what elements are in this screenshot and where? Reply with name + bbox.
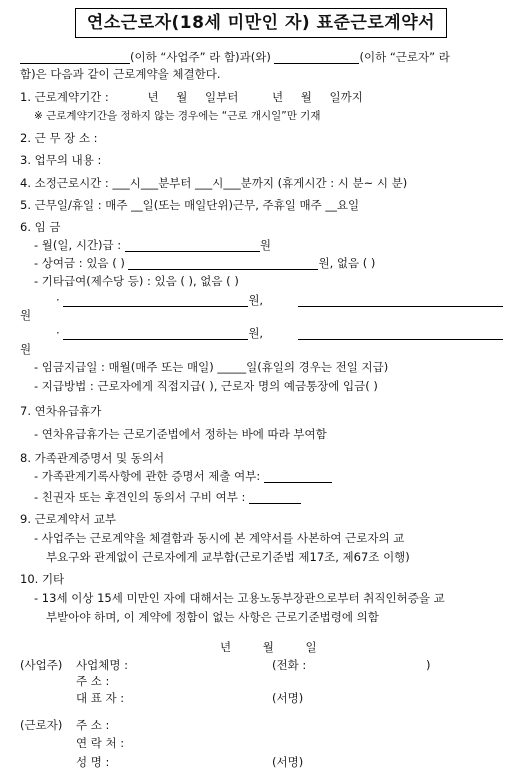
other-pay-won-1: 원 bbox=[20, 308, 32, 322]
others-text-a: - 13세 이상 15세 미만인 자에 대해서는 고용노동부장관으로부터 취직인허증을 교 bbox=[34, 591, 445, 605]
other-pay-row-1: · 원, bbox=[56, 293, 264, 307]
section-contract-period: 1. 근로계약기간 : 년 월 일부터 년 월 일까지 bbox=[20, 90, 363, 104]
section-annual-leave: 7. 연차유급휴가 bbox=[20, 404, 102, 418]
worker-name: 성 명 : bbox=[76, 755, 110, 769]
section-workdays-holidays: 5. 근무일/휴일 : 매주 __일(또는 매일단위)근무, 주휴일 매주 __요일 bbox=[20, 198, 360, 212]
intro-line-1 bbox=[20, 50, 450, 64]
section-working-hours: 4. 소정근로시간 : ___시___분부터 ___시___분까지 (휴게시간 : 시 분~ 시 분) bbox=[20, 176, 408, 190]
family-cert-blank[interactable] bbox=[264, 470, 332, 483]
other-pay-item-3-blank[interactable] bbox=[63, 327, 248, 340]
contract-period-note: ※ 근로계약기간을 정하지 않는 경우에는 “근로 개시일”만 기재 bbox=[34, 110, 321, 122]
bonus-amount-blank[interactable] bbox=[128, 257, 318, 270]
other-pay-item-4-blank[interactable] bbox=[298, 327, 503, 340]
section-contract-delivery: 9. 근로계약서 교부 bbox=[20, 512, 117, 526]
wage-paydate-row: - 임금지급일 : 매월(매주 또는 매일) _____일(휴일의 경우는 전일 지급) bbox=[34, 360, 389, 374]
annual-leave-text: - 연차유급휴가는 근로기준법에서 정하는 바에 따라 부여함 bbox=[34, 427, 327, 441]
employer-name-blank[interactable] bbox=[20, 51, 130, 64]
others-text-b: 부받아야 하며, 이 계약에 정함이 없는 사항은 근로기준법령에 의함 bbox=[46, 610, 379, 624]
section-job-description: 3. 업무의 내용 : bbox=[20, 153, 102, 167]
other-pay-item-2-blank[interactable] bbox=[298, 294, 503, 307]
section-family-consent: 8. 가족관계증명서 및 동의서 bbox=[20, 451, 165, 465]
contract-date: 년 월 일 bbox=[220, 640, 317, 654]
employer-phone: (전화 : bbox=[272, 658, 307, 672]
intro-text-b: (이하 “근로자” 라 bbox=[359, 50, 450, 64]
worker-contact: 연 락 처 : bbox=[76, 736, 125, 750]
guardian-consent-row: - 친권자 또는 후견인의 동의서 구비 여부 : bbox=[34, 490, 301, 504]
wage-bonus-row: - 상여금 : 있음 ( ) 원, 없음 ( ) bbox=[34, 256, 376, 270]
monthly-wage-blank[interactable] bbox=[125, 239, 260, 252]
worker-address: 주 소 : bbox=[76, 718, 110, 732]
other-pay-row-2b bbox=[298, 326, 503, 340]
other-pay-row-2: · 원, bbox=[56, 326, 264, 340]
employer-address: 주 소 : bbox=[76, 674, 110, 688]
other-pay-row-1b bbox=[298, 293, 503, 307]
employer-signature: (서명) bbox=[272, 691, 304, 705]
wage-monthly-row: - 월(일, 시간)급 : 원 bbox=[34, 238, 271, 252]
worker-label: (근로자) bbox=[20, 718, 63, 732]
guardian-consent-blank[interactable] bbox=[249, 491, 301, 504]
worker-name-blank[interactable] bbox=[274, 51, 359, 64]
worker-signature: (서명) bbox=[272, 755, 304, 769]
delivery-text-a: - 사업주는 근로계약을 체결함과 동시에 본 계약서를 사본하여 근로자의 교 bbox=[34, 531, 405, 545]
wage-paymethod-row: - 지급방법 : 근로자에게 직접지급( ), 근로자 명의 예금통장에 입금( ) bbox=[34, 379, 378, 393]
intro-text-a: (이하 “사업주” 라 함)과(와) bbox=[130, 50, 271, 64]
wage-other-row: - 기타급여(제수당 등) : 있음 ( ), 없음 ( ) bbox=[34, 274, 239, 288]
employer-label: (사업주) bbox=[20, 658, 63, 672]
section-workplace: 2. 근 무 장 소 : bbox=[20, 131, 98, 145]
intro-line-2: 함)은 다음과 같이 근로계약을 체결한다. bbox=[20, 67, 221, 81]
section-others: 10. 기타 bbox=[20, 572, 65, 586]
document-title: 연소근로자(18세 미만인 자) 표준근로계약서 bbox=[75, 8, 447, 38]
employer-representative: 대 표 자 : bbox=[76, 691, 125, 705]
other-pay-won-2: 원 bbox=[20, 342, 32, 356]
employer-phone-close: ) bbox=[426, 658, 431, 672]
other-pay-item-1-blank[interactable] bbox=[63, 294, 248, 307]
section-wages-label: 6. 임 금 bbox=[20, 220, 61, 234]
family-cert-row: - 가족관계기록사항에 관한 증명서 제출 여부: bbox=[34, 469, 332, 483]
employer-company: 사업체명 : bbox=[76, 658, 128, 672]
delivery-text-b: 부요구와 관계없이 근로자에게 교부함(근로기준법 제17조, 제67조 이행) bbox=[46, 550, 410, 564]
